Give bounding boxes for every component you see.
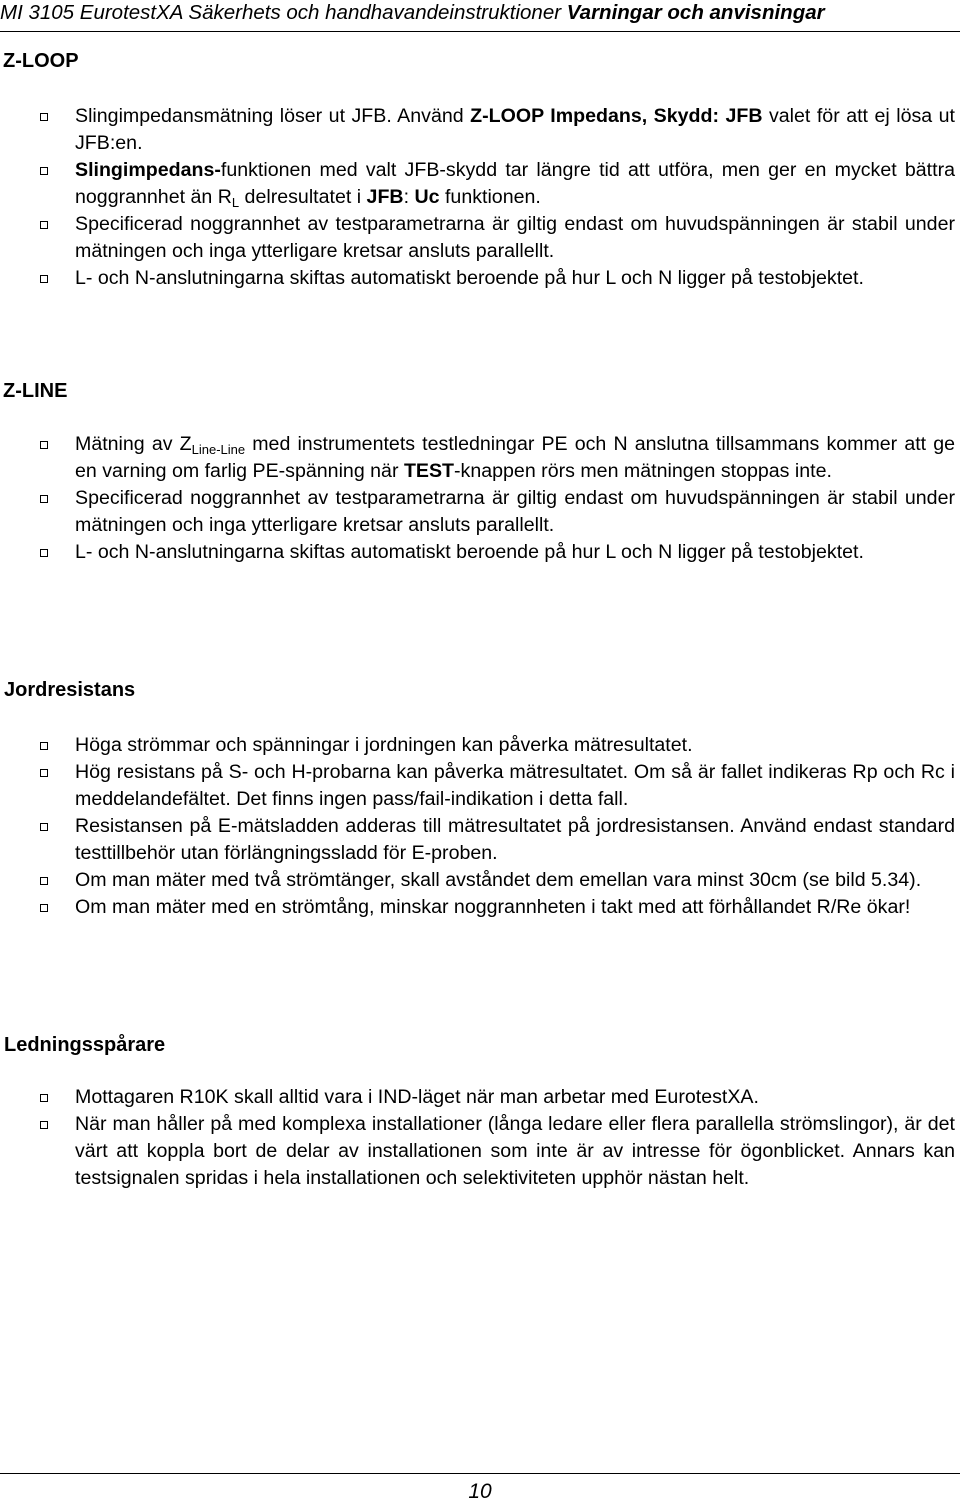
text-run: -knappen rörs men mätningen stoppas inte. xyxy=(454,460,832,482)
list-item xyxy=(0,485,960,539)
checkbox-bullet-icon xyxy=(40,549,48,557)
list-item xyxy=(0,732,960,759)
text-bold: JFB xyxy=(366,186,404,208)
list-item xyxy=(0,813,960,867)
text-run: L- och N-anslutningarna skiftas automatiskt beroende på hur L och N ligger på testobjektet. xyxy=(75,541,864,563)
text-run: När man håller på med komplexa installationer (långa ledare eller flera parallella strömslingor), är det värt att koppla bort de delar av installationen som inte är av intresse för ögonblicket. Annars kan testsignalen spridas i hela installationen och selektiviteten upphör nästan helt. xyxy=(75,1113,955,1189)
text-run: Resistansen på E-mätsladden adderas till mätresultatet på jordresistansen. Använd endast standard testtillbehör utan förlängningssladd för E-proben. xyxy=(75,815,955,864)
text-bold: Slingimpedans- xyxy=(75,159,221,181)
list-item xyxy=(0,894,960,921)
text-run: delresultatet i xyxy=(239,186,367,208)
checkbox-bullet-icon xyxy=(40,877,48,885)
checkbox-bullet-icon xyxy=(40,495,48,503)
zline-list xyxy=(0,431,960,566)
page-header xyxy=(0,0,960,32)
section-heading-zloop: Z-LOOP xyxy=(3,50,79,72)
text-run: : xyxy=(403,186,415,208)
text-bold: Uc xyxy=(414,186,440,208)
text-run: Mätning av Z xyxy=(75,433,192,455)
section-heading-jordresistans: Jordresistans xyxy=(4,679,136,701)
text-run: L- och N-anslutningarna skiftas automatiskt beroende på hur L och N ligger på testobjektet. xyxy=(75,267,864,289)
checkbox-bullet-icon xyxy=(40,904,48,912)
checkbox-bullet-icon xyxy=(40,113,48,121)
list-item xyxy=(0,539,960,566)
checkbox-bullet-icon xyxy=(40,823,48,831)
text-run: med instrumentets testledningar PE och N anslutna tillsammans kommer att ge en varning om farlig PE-spänning när xyxy=(75,433,956,482)
header-doc-title: MI 3105 EurotestXA Säkerhets och handhavandeinstruktioner xyxy=(0,1,567,24)
text-run: Om man mäter med två strömtänger, skall avståndet dem emellan vara minst 30cm (se bild 5.34). xyxy=(75,869,922,891)
text-run: Höga strömmar och spänningar i jordningen kan påverka mätresultatet. xyxy=(75,734,693,756)
section-heading-ledningssparare: Ledningsspårare xyxy=(4,1034,166,1056)
page-number: 10 xyxy=(468,1480,492,1503)
text-run: Specificerad noggrannhet av testparametrarna är giltig endast om huvudspänningen är stabil under mätningen och inga ytterligare kretsar ansluts parallellt. xyxy=(75,213,955,262)
checkbox-bullet-icon xyxy=(40,441,48,449)
list-item xyxy=(0,1084,960,1111)
text-bold: TEST xyxy=(403,460,455,482)
text-run: Slingimpedansmätning löser ut JFB. Använd xyxy=(75,105,471,127)
text-run: Hög resistans på S- och H-probarna kan påverka mätresultatet. Om så är fallet indikeras Rp och Rc i meddelandefältet. Det finns ingen pass/fail-indikation i detta fall. xyxy=(75,761,955,810)
checkbox-bullet-icon xyxy=(40,221,48,229)
list-item xyxy=(0,265,960,292)
text-run: Om man mäter med en strömtång, minskar noggrannheten i takt med att förhållandet R/Re ökar! xyxy=(75,896,911,918)
list-item xyxy=(0,211,960,265)
list-item xyxy=(0,867,960,894)
text-run: valet för att ej lösa ut JFB:en. xyxy=(75,105,955,154)
tracer-list xyxy=(0,1084,960,1192)
checkbox-bullet-icon xyxy=(40,1121,48,1129)
text-bold: Z-LOOP Impedans, Skydd: JFB xyxy=(470,105,763,127)
list-item xyxy=(0,759,960,813)
text-run: Mottagaren R10K skall alltid vara i IND-läget när man arbetar med EurotestXA. xyxy=(75,1086,759,1108)
text-run: Specificerad noggrannhet av testparametrarna är giltig endast om huvudspänningen är stabil under mätningen och inga ytterligare kretsar ansluts parallellt. xyxy=(75,487,955,536)
list-item xyxy=(0,103,960,157)
checkbox-bullet-icon xyxy=(40,1094,48,1102)
checkbox-bullet-icon xyxy=(40,275,48,283)
subscript: L xyxy=(231,195,240,210)
checkbox-bullet-icon xyxy=(40,167,48,175)
checkbox-bullet-icon xyxy=(40,742,48,750)
list-item xyxy=(0,1111,960,1192)
page-footer xyxy=(0,1473,960,1503)
zloop-list xyxy=(0,103,960,292)
list-item xyxy=(0,157,960,211)
text-run: funktionen med valt JFB-skydd tar längre tid att utföra, men ger en mycket bättra noggrannhet än R xyxy=(75,159,955,208)
jord-list xyxy=(0,732,960,921)
checkbox-bullet-icon xyxy=(40,769,48,777)
list-item xyxy=(0,431,960,485)
section-heading-zline: Z-LINE xyxy=(3,380,68,402)
text-run: funktionen. xyxy=(439,186,541,208)
header-section-title: Varningar och anvisningar xyxy=(566,1,825,24)
subscript: Line-Line xyxy=(191,442,246,457)
